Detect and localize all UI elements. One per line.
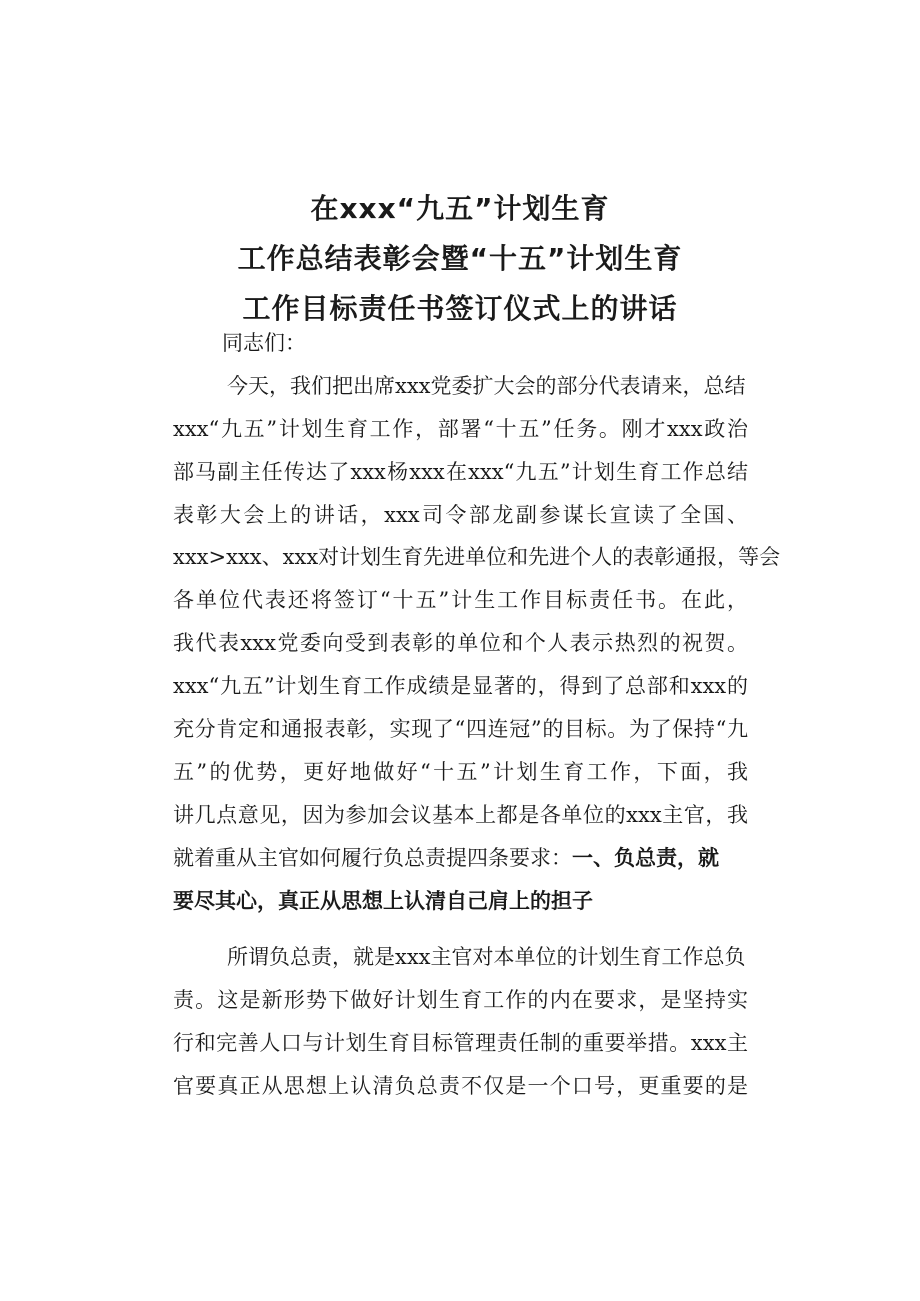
paragraph-1-line: 表彰大会上的讲话，xxx司令部龙副参谋长宣读了全国、 xyxy=(173,502,748,527)
paragraph-1-line-with-heading xyxy=(173,837,748,880)
paragraph-1-line: xxx>xxx、xxx对计划生育先进单位和先进个人的表彰通报，等会 xyxy=(173,545,781,570)
paragraph-1-line: 各单位代表还将签订“十五”计生工作目标责任书。在此， xyxy=(173,588,748,613)
title-line-2: 工作总结表彰会暨“十五”计划生育 xyxy=(237,242,683,275)
paragraph-1-line: 今天，我们把出席xxx党委扩大会的部分代表请来，总结 xyxy=(227,373,746,398)
paragraph-1-line: 我代表xxx党委向受到表彰的单位和个人表示热烈的祝贺。 xyxy=(173,631,748,656)
paragraph-2-line: 责。这是新形势下做好计划生育工作的内在要求，是坚持实 xyxy=(173,988,748,1013)
paragraph-1-line: 讲几点意见，因为参加会议基本上都是各单位的xxx主官，我 xyxy=(173,802,748,827)
paragraph-1-last-text: 就着重从主官如何履行负总责提四条要求： xyxy=(173,845,572,870)
paragraph-1-line: 部马副主任传达了xxx杨xxx在xxx“九五”计划生育工作总结 xyxy=(173,459,748,484)
paragraph-2-line: 所谓负总责，就是xxx主官对本单位的计划生育工作总负 xyxy=(227,945,746,970)
paragraph-2-line: 行和完善人口与计划生育目标管理责任制的重要举措。xxx主 xyxy=(173,1031,748,1056)
paragraph-gap xyxy=(173,922,748,936)
paragraph-2-line: 官要真正从思想上认清负总责不仅是一个口号，更重要的是 xyxy=(173,1074,748,1099)
title-line-3: 工作目标责任书签订仪式上的讲话 xyxy=(242,292,678,325)
paragraph-1-line: xxx“九五”计划生育工作成绩是显著的，得到了总部和xxx的 xyxy=(173,674,748,699)
document-body xyxy=(173,322,781,1108)
document-title xyxy=(0,184,920,334)
title-line-1: 在xxx“九五”计划生育 xyxy=(310,192,610,225)
section-heading-1-start: 一、负总责，就 xyxy=(572,845,719,870)
paragraph-1-line: 五”的优势，更好地做好“十五”计划生育工作，下面，我 xyxy=(173,759,748,784)
paragraph-1-line: 充分肯定和通报表彰，实现了“四连冠”的目标。为了保持“九 xyxy=(173,717,748,742)
section-heading-1-end: 要尽其心，真正从思想上认清自己肩上的担子 xyxy=(173,888,593,913)
paragraph-1-line: xxx“九五”计划生育工作，部署“十五”任务。刚才xxx政治 xyxy=(173,416,748,441)
salutation: 同志们： xyxy=(222,331,306,355)
